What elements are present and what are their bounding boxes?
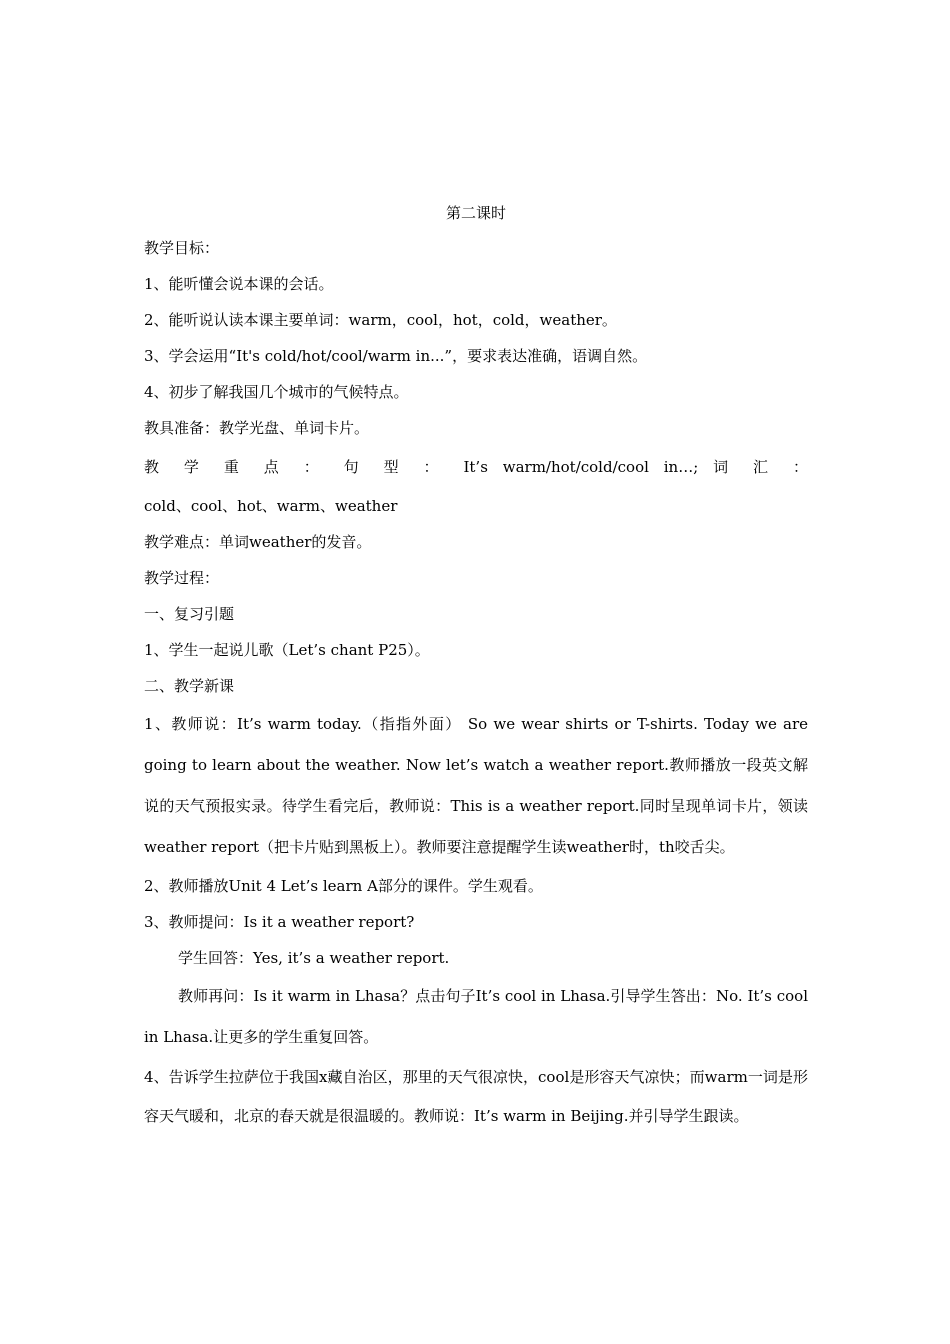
key-points-vocab: cold、cool、hot、warm、weather: [144, 497, 398, 515]
objectives-heading: 教学目标：: [144, 239, 220, 257]
section1-step: 1、学生一起说儿歌（Let’s chant P25）。: [144, 641, 430, 659]
objective-item: 2、能听说认读本课主要单词：warm，cool，hot，cold，weather。: [144, 311, 617, 329]
section2-step-1: 1、教师说：It’s warm today.（指指外面） So we wear shirts or T-shirts. Today we are going to learn about the weather. Now let’s watch a weather report.教师播放一段英文解说的天气预报实录。待学生看完后，教师说：This is a weather report.同时呈现单词卡片，领读weather report（把卡片贴到黑板上）。教师要注意提醒学生读weather时，th咬舌尖。: [144, 715, 808, 856]
section2-step-4: 4、告诉学生拉萨位于我国x藏自治区，那里的天气很凉快，cool是形容天气凉快；而warm一词是形容天气暖和，北京的春天就是很温暖的。教师说：It’s warm in Beijing.并引导学生跟读。: [144, 1068, 808, 1125]
section1-heading: 一、复习引题: [144, 605, 235, 623]
document-page: [144, 196, 808, 1136]
materials-line: 教具准备：教学光盘、单词卡片。: [144, 419, 370, 437]
section2-step-3: 3、教师提问：Is it a weather report?: [144, 913, 415, 931]
process-heading: 教学过程：: [144, 569, 220, 587]
student-answer: 学生回答：Yes, it’s a weather report.: [178, 949, 450, 967]
objective-item: 4、初步了解我国几个城市的气候特点。: [144, 383, 409, 401]
objective-item: 3、学会运用“It's cold/hot/cool/warm in...”，要求表达准确，语调自然。: [144, 347, 648, 365]
section2-step-2: 2、教师播放Unit 4 Let’s learn A部分的课件。学生观看。: [144, 877, 543, 895]
difficulty-line: 教学难点：单词weather的发音。: [144, 533, 372, 551]
lesson-title: 第二课时: [445, 204, 506, 222]
key-points-line: 教 学 重 点 ： 句 型 ： It’s warm/hot/cold/cool in…; 词 汇 ：: [144, 458, 808, 476]
teacher-followup: 教师再问：Is it warm in Lhasa？点击句子It’s cool in Lhasa.引导学生答出：No. It’s cool in Lhasa.让更多的学生重复回答。: [144, 987, 808, 1046]
section2-heading: 二、教学新课: [144, 677, 235, 695]
objective-item: 1、能听懂会说本课的会话。: [144, 275, 334, 293]
